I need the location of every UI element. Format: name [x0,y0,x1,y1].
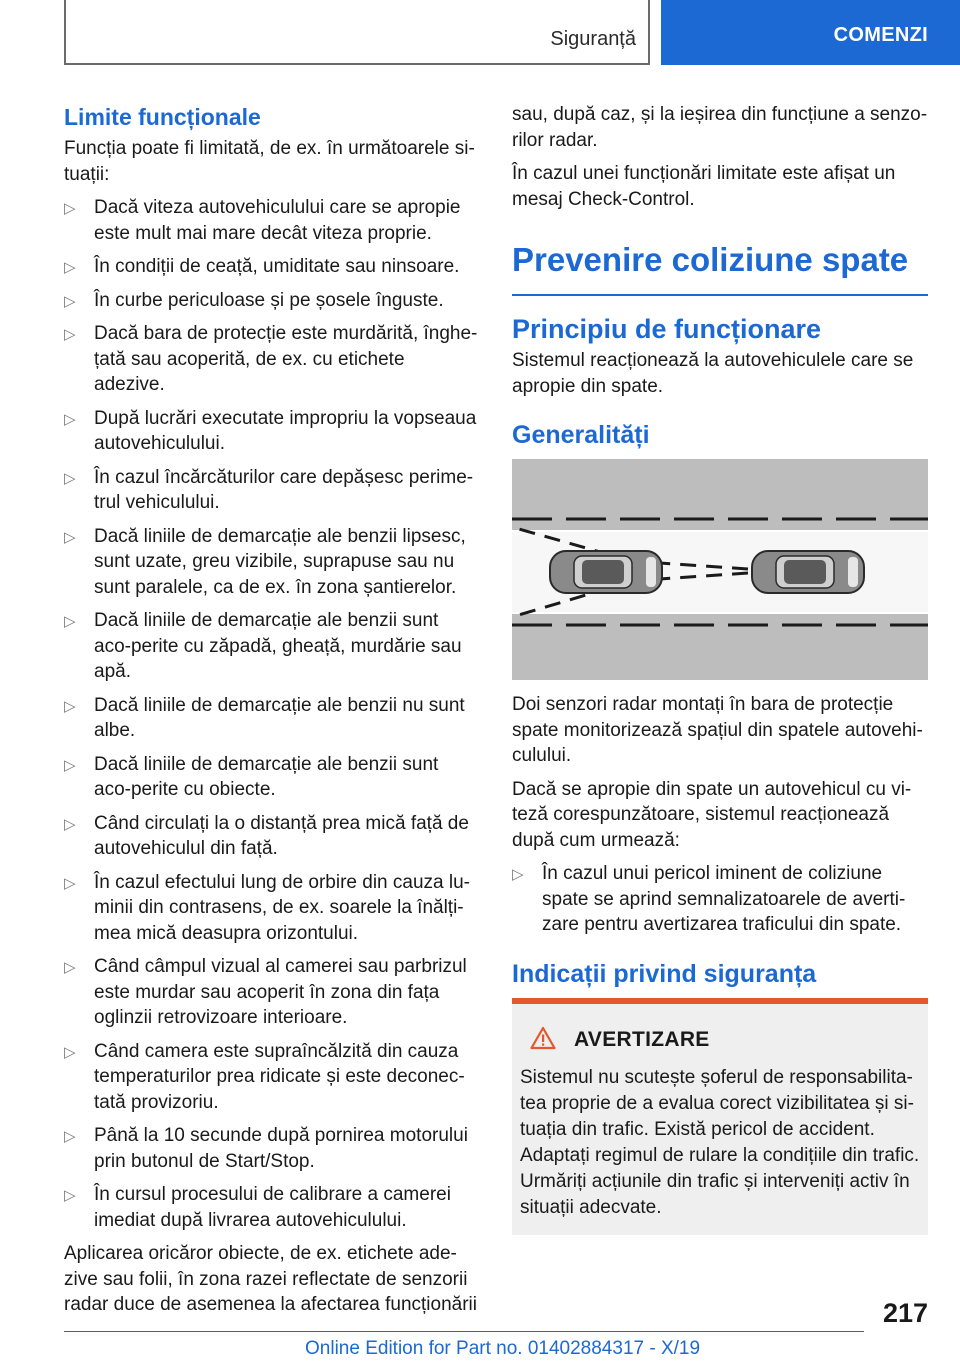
warning-text: Sistemul nu scutește șoferul de responsabilita-tea proprie de a evalua corect vizibilitatea și si-tuația din trafic. Există pericol de accident. Adaptați regimul de rulare la condițiile din trafic. Urmăriți acțiunile din trafic și interveniți activ în situații adecvate. [520,1066,920,1218]
list-item [64,870,478,947]
list-item [64,465,478,516]
list-item [64,321,478,398]
continued-paragraph-1: sau, după caz, și la ieșirea din funcțiune a senzo-rilor radar. [512,104,928,151]
page-number: 217 [882,1298,928,1328]
bullet-triangle-icon: ▷ [64,410,76,428]
general-paragraph-2: Dacă se apropie din spate un autovehicul cu vi-teză corespunzătoare, sistemul reacționează după cum urmează: [512,778,912,851]
bullet-triangle-icon: ▷ [64,1187,76,1204]
list-item-text: În cazul unui pericol iminent de coliziune spate se aprind semnalizatoarele de averti-zare pentru avertizarea traficului din spate. [542,863,906,935]
list-item-text: Dacă viteza autovehiculului care se apropie este mult mai mare decât viteza proprie. [94,197,461,244]
list-item [64,1182,478,1233]
bullet-triangle-icon: ▷ [64,756,76,774]
heading-operating-principle: Principiu de funcționare [512,314,822,344]
list-item [64,254,478,280]
list-item-text: Până la 10 secunde după pornirea motorului prin butonul de Start/Stop. [94,1125,468,1172]
approaching-car-icon [752,551,864,593]
list-item [64,752,478,803]
list-item-text: În condiții de ceață, umiditate sau ninsoare. [94,256,460,277]
general-paragraph-1: Doi senzori radar montați în bara de protecție spate monitorizează spațiul din spatele autovehi-culului. [512,694,923,766]
rear-radar-illustration [512,459,928,680]
list-item-text: Când circulați la o distanță prea mică față de autovehiculul din față. [94,812,469,859]
limitations-list [64,195,478,1233]
road-diagram [512,459,928,680]
right-column [512,102,928,1235]
list-item-text: În cursul procesului de calibrare a camerei imediat după livrarea autovehiculului. [94,1184,451,1231]
bullet-triangle-icon: ▷ [64,259,76,276]
list-item [64,1039,478,1116]
bullet-triangle-icon: ▷ [64,613,76,630]
list-item [64,406,478,457]
list-item [64,954,478,1031]
list-item-text: După lucrări executate impropriu la vopseaua autovehiculului. [94,407,477,454]
list-item-text: În cazul încărcăturilor care depășesc perime-trul vehiculului. [94,466,474,513]
title-rear-collision-prevention: Prevenire coliziune spate [512,240,928,296]
bullet-triangle-icon: ▷ [64,528,76,546]
list-item [64,524,478,601]
list-item-text: În cazul efectului lung de orbire din cauza lu-minii din contrasens, de ex. soarele la înălți-mea mică deasupra orizontului. [94,871,471,944]
list-item-text: Dacă liniile de demarcație ale benzii sunt aco-perite cu obiecte. [94,753,439,800]
bullet-triangle-icon: ▷ [64,469,76,487]
bullet-triangle-icon: ▷ [64,697,76,715]
warning-title: AVERTIZARE [574,1028,710,1051]
bullet-triangle-icon: ▷ [64,1043,76,1061]
header-left-rule [64,0,66,64]
list-item [64,195,478,246]
list-item-text: Dacă liniile de demarcație ale benzii sunt aco-perite cu zăpadă, gheață, murdărie sau apă. [94,610,462,682]
header-box-rule [648,0,650,65]
list-item-text: Dacă liniile de demarcație ale benzii lipsesc, sunt uzate, greu vizibile, suprapuse sau nu sunt paralele, ca de ex. în zona șantierelor. [94,525,466,598]
list-item-text: Dacă liniile de demarcație ale benzii nu sunt albe. [94,694,465,741]
bullet-triangle-icon: ▷ [64,200,76,217]
list-item-text: În curbe periculoase și pe șosele înguste. [94,289,444,311]
bullet-triangle-icon: ▷ [64,815,76,833]
header-chapter-tab[interactable]: COMENZI [661,0,960,65]
list-item [64,1123,478,1174]
header-section-title: Siguranță [550,28,636,50]
bullet-triangle-icon: ▷ [64,874,76,892]
heading-functional-limits: Limite funcționale [64,104,261,130]
principle-paragraph: Sistemul reacționează la autovehiculele care se apropie din spate. [512,350,914,397]
footer-rule [64,1331,864,1332]
bullet-triangle-icon: ▷ [64,959,76,976]
own-car-icon [550,551,662,593]
intro-paragraph: Funcția poate fi limitată, de ex. în următoarele si-tuații: [64,138,475,185]
bullet-triangle-icon: ▷ [64,326,76,343]
warning-triangle-icon [530,1026,556,1055]
bullet-triangle-icon: ▷ [64,1128,76,1145]
bullet-triangle-icon: ▷ [64,292,76,310]
footer-edition: Online Edition for Part no. 01402884317 - X/19 [305,1338,701,1359]
bullet-triangle-icon: ▷ [512,866,524,883]
heading-general: Generalități [512,421,650,449]
reaction-list [512,861,928,938]
outro-paragraph: Aplicarea oricăror obiecte, de ex. etichete ade-zive sau folii, în zona razei reflectate de senzorii radar duce de asemenea la afectarea funcționării [64,1243,477,1315]
list-item [64,288,478,314]
list-item-text: Când camera este supraîncălzită din cauza temperaturilor prea ridicate și este deconec-tată provizoriu. [94,1040,465,1113]
list-item [64,608,478,685]
header-bottom-rule [64,63,650,65]
list-item-text: Când câmpul vizual al camerei sau parbrizul este murdar sau acoperit în zona din fața oglinzii retrovizoare interioare. [94,956,467,1028]
list-item [64,693,478,744]
list-item-text: Dacă bara de protecție este murdărită, înghe-țată sau acoperită, de ex. cu etichete adezive. [94,323,478,395]
list-item [512,861,928,938]
list-item [64,811,478,862]
left-column [64,102,478,1326]
warning-header [520,1026,920,1055]
heading-safety-notes: Indicații privind siguranța [512,959,817,988]
continued-paragraph-2: În cazul unei funcționări limitate este afișat un mesaj Check-Control. [512,163,896,210]
warning-box [512,998,928,1235]
